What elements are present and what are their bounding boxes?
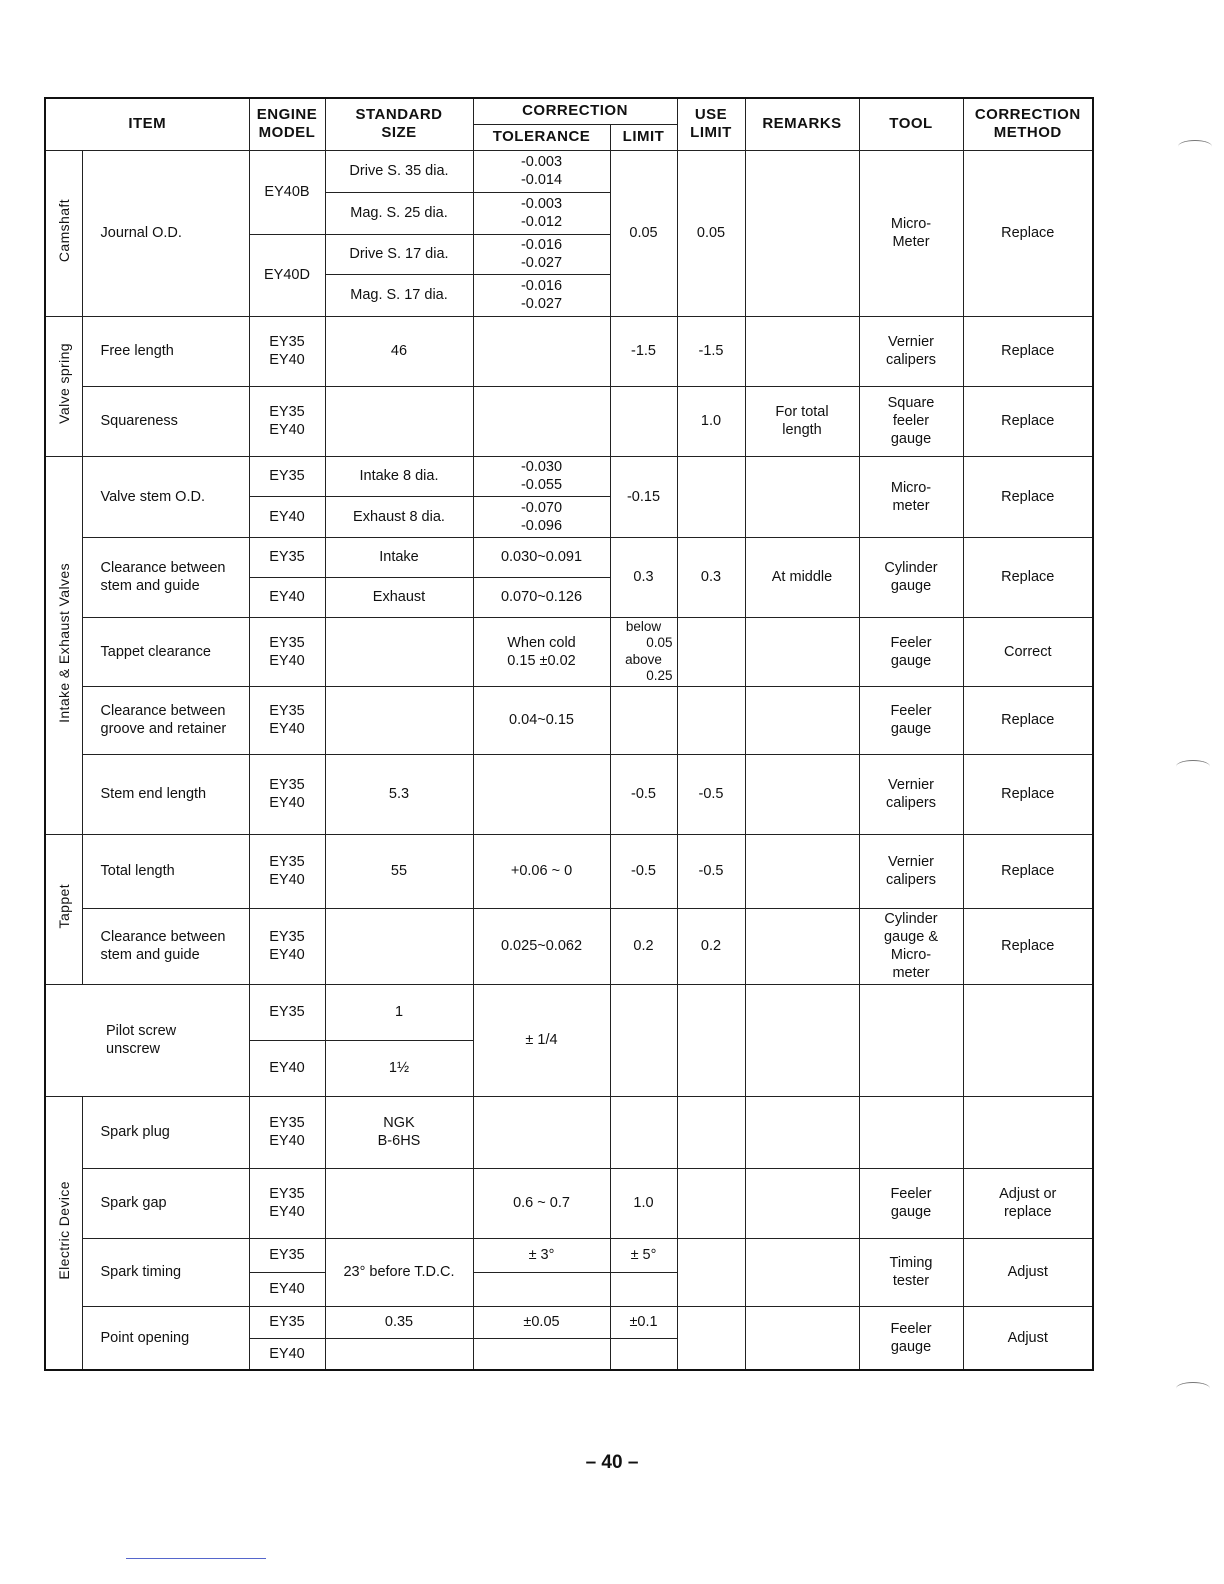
header-row — [45, 98, 1093, 124]
tolerance: -0.070 -0.096 — [473, 496, 610, 537]
table-row — [45, 537, 1093, 577]
tool: Vernier calipers — [859, 754, 963, 834]
standard-size: Intake 8 dia. — [325, 456, 473, 496]
tool — [859, 1096, 963, 1168]
remarks — [745, 686, 859, 754]
item-pilot-screw: Pilot screw unscrew — [45, 984, 249, 1096]
use-limit — [677, 1096, 745, 1168]
limit: 0.05 — [610, 150, 677, 316]
tool: Cylinder gauge & Micro- meter — [859, 908, 963, 984]
standard-size: 1 — [325, 984, 473, 1040]
item-clearance-groove-retainer: Clearance between groove and retainer — [82, 686, 249, 754]
correction-method: Replace — [963, 908, 1093, 984]
correction-method: Adjust — [963, 1306, 1093, 1370]
table-row — [45, 686, 1093, 754]
limit: ± 5° — [610, 1238, 677, 1272]
table-row — [45, 984, 1093, 1040]
limit: ±0.1 — [610, 1306, 677, 1338]
tool: Micro- meter — [859, 456, 963, 537]
table-row — [45, 386, 1093, 456]
limit: -0.5 — [610, 754, 677, 834]
engine-model: EY35 EY40 — [249, 686, 325, 754]
use-limit: -1.5 — [677, 316, 745, 386]
table-row — [45, 150, 1093, 192]
tolerance: -0.016 -0.027 — [473, 274, 610, 316]
tolerance: 0.070~0.126 — [473, 577, 610, 617]
standard-size — [325, 908, 473, 984]
item-squareness: Squareness — [82, 386, 249, 456]
tolerance — [473, 1096, 610, 1168]
item-spark-gap: Spark gap — [82, 1168, 249, 1238]
standard-size: Exhaust 8 dia. — [325, 496, 473, 537]
limit — [610, 686, 677, 754]
limit: -0.15 — [610, 456, 677, 537]
use-limit: -0.5 — [677, 834, 745, 908]
use-limit: 1.0 — [677, 386, 745, 456]
tolerance: 0.6 ~ 0.7 — [473, 1168, 610, 1238]
correction-method: Correct — [963, 617, 1093, 686]
engine-model: EY35 EY40 — [249, 908, 325, 984]
table-row — [45, 1238, 1093, 1272]
edge-mark — [1178, 140, 1212, 153]
use-limit: -0.5 — [677, 754, 745, 834]
standard-size — [325, 1338, 473, 1370]
tolerance: ± 3° — [473, 1238, 610, 1272]
tool: Vernier calipers — [859, 834, 963, 908]
correction-method: Replace — [963, 456, 1093, 537]
tool: Micro- Meter — [859, 150, 963, 316]
table-row — [45, 834, 1093, 908]
tolerance — [473, 1338, 610, 1370]
remarks — [745, 908, 859, 984]
tolerance: 0.030~0.091 — [473, 537, 610, 577]
limit — [610, 386, 677, 456]
item-spark-plug: Spark plug — [82, 1096, 249, 1168]
table-row — [45, 316, 1093, 386]
engine-model: EY35 — [249, 537, 325, 577]
engine-model: EY40 — [249, 1272, 325, 1306]
engine-model: EY40 — [249, 1338, 325, 1370]
engine-model: EY35 EY40 — [249, 1168, 325, 1238]
edge-mark — [1176, 1382, 1210, 1395]
header-remarks: REMARKS — [745, 98, 859, 150]
correction-method: Replace — [963, 150, 1093, 316]
group-label-camshaft: Camshaft — [45, 150, 82, 316]
group-label-valves: Intake & Exhaust Valves — [45, 456, 82, 834]
header-correction-method: CORRECTION METHOD — [963, 98, 1093, 150]
use-limit — [677, 1306, 745, 1370]
use-limit — [677, 984, 745, 1096]
tool: Feeler gauge — [859, 1168, 963, 1238]
tool: Feeler gauge — [859, 1306, 963, 1370]
remarks — [745, 316, 859, 386]
engine-model: EY40B — [249, 150, 325, 234]
engine-model: EY35 — [249, 984, 325, 1040]
limit — [610, 1272, 677, 1306]
use-limit — [677, 1238, 745, 1306]
correction-method: Replace — [963, 316, 1093, 386]
correction-method — [963, 984, 1093, 1096]
tolerance: When cold 0.15 ±0.02 — [473, 617, 610, 686]
correction-method: Replace — [963, 537, 1093, 617]
correction-method: Replace — [963, 686, 1093, 754]
item-tappet-clearance-stem-guide: Clearance between stem and guide — [82, 908, 249, 984]
item-clearance-stem-guide: Clearance between stem and guide — [82, 537, 249, 617]
header-standard-size: STANDARD SIZE — [325, 98, 473, 150]
engine-model: EY35 EY40 — [249, 386, 325, 456]
header-limit: LIMIT — [610, 124, 677, 150]
standard-size — [325, 1168, 473, 1238]
group-label-tappet: Tappet — [45, 834, 82, 984]
tolerance — [473, 754, 610, 834]
tool: Timing tester — [859, 1238, 963, 1306]
limit — [610, 1338, 677, 1370]
tolerance: -0.016 -0.027 — [473, 234, 610, 274]
remarks — [745, 1096, 859, 1168]
tolerance: ± 1/4 — [473, 984, 610, 1096]
remarks — [745, 1168, 859, 1238]
standard-size: Drive S. 35 dia. — [325, 150, 473, 192]
remarks — [745, 754, 859, 834]
correction-method — [963, 1096, 1093, 1168]
header-correction: CORRECTION — [473, 98, 677, 124]
use-limit — [677, 1168, 745, 1238]
table-row — [45, 1168, 1093, 1238]
tolerance: -0.003 -0.012 — [473, 192, 610, 234]
standard-size: 5.3 — [325, 754, 473, 834]
group-label-valve-spring: Valve spring — [45, 316, 82, 456]
standard-size: Mag. S. 25 dia. — [325, 192, 473, 234]
tolerance — [473, 316, 610, 386]
standard-size — [325, 686, 473, 754]
tool: Vernier calipers — [859, 316, 963, 386]
remarks: At middle — [745, 537, 859, 617]
remarks — [745, 617, 859, 686]
use-limit — [677, 686, 745, 754]
tool: Feeler gauge — [859, 617, 963, 686]
standard-size: Drive S. 17 dia. — [325, 234, 473, 274]
use-limit: 0.3 — [677, 537, 745, 617]
limit: 0.2 — [610, 908, 677, 984]
limit: below 0.05 above 0.25 — [610, 617, 677, 686]
correction-method: Adjust — [963, 1238, 1093, 1306]
remarks — [745, 834, 859, 908]
item-free-length: Free length — [82, 316, 249, 386]
limit: -0.5 — [610, 834, 677, 908]
standard-size: Intake — [325, 537, 473, 577]
remarks — [745, 984, 859, 1096]
engine-model: EY35 — [249, 456, 325, 496]
group-label-electric: Electric Device — [45, 1096, 82, 1370]
item-valve-stem-od: Valve stem O.D. — [82, 456, 249, 537]
engine-model: EY35 — [249, 1238, 325, 1272]
limit: -1.5 — [610, 316, 677, 386]
specification-table — [44, 97, 1094, 1371]
engine-model: EY40D — [249, 234, 325, 316]
use-limit — [677, 456, 745, 537]
tolerance: +0.06 ~ 0 — [473, 834, 610, 908]
tolerance: -0.003 -0.014 — [473, 150, 610, 192]
correction-method: Replace — [963, 834, 1093, 908]
engine-model: EY40 — [249, 1040, 325, 1096]
remarks — [745, 456, 859, 537]
header-item: ITEM — [45, 98, 249, 150]
use-limit — [677, 617, 745, 686]
standard-size: 1½ — [325, 1040, 473, 1096]
standard-size: Exhaust — [325, 577, 473, 617]
header-engine-model: ENGINE MODEL — [249, 98, 325, 150]
limit — [610, 1096, 677, 1168]
tolerance: -0.030 -0.055 — [473, 456, 610, 496]
engine-model: EY40 — [249, 496, 325, 537]
engine-model: EY35 EY40 — [249, 617, 325, 686]
standard-size — [325, 386, 473, 456]
table-row — [45, 1096, 1093, 1168]
standard-size — [325, 617, 473, 686]
standard-size: 23° before T.D.C. — [325, 1238, 473, 1306]
tolerance — [473, 386, 610, 456]
standard-size: Mag. S. 17 dia. — [325, 274, 473, 316]
correction-method: Replace — [963, 386, 1093, 456]
engine-model: EY35 EY40 — [249, 834, 325, 908]
tolerance: 0.025~0.062 — [473, 908, 610, 984]
remarks — [745, 1306, 859, 1370]
standard-size: 0.35 — [325, 1306, 473, 1338]
correction-method: Replace — [963, 754, 1093, 834]
correction-method: Adjust or replace — [963, 1168, 1093, 1238]
item-tappet-clearance: Tappet clearance — [82, 617, 249, 686]
table-row — [45, 617, 1093, 686]
tolerance: ±0.05 — [473, 1306, 610, 1338]
engine-model: EY35 EY40 — [249, 754, 325, 834]
page-number: – 40 – — [585, 1452, 639, 1473]
standard-size: 46 — [325, 316, 473, 386]
item-journal-od: Journal O.D. — [82, 150, 249, 316]
table-row — [45, 1306, 1093, 1338]
tool: Cylinder gauge — [859, 537, 963, 617]
use-limit: 0.2 — [677, 908, 745, 984]
use-limit: 0.05 — [677, 150, 745, 316]
tolerance — [473, 1272, 610, 1306]
table-row — [45, 754, 1093, 834]
standard-size: NGK B-6HS — [325, 1096, 473, 1168]
engine-model: EY40 — [249, 577, 325, 617]
table-row — [45, 908, 1093, 984]
item-stem-end-length: Stem end length — [82, 754, 249, 834]
remarks: For total length — [745, 386, 859, 456]
item-point-opening: Point opening — [82, 1306, 249, 1370]
item-spark-timing: Spark timing — [82, 1238, 249, 1306]
remarks — [745, 150, 859, 316]
tool — [859, 984, 963, 1096]
table-row — [45, 456, 1093, 496]
limit — [610, 984, 677, 1096]
header-use-limit: USE LIMIT — [677, 98, 745, 150]
header-tolerance: TOLERANCE — [473, 124, 610, 150]
tool: Square feeler gauge — [859, 386, 963, 456]
standard-size: 55 — [325, 834, 473, 908]
header-tool: TOOL — [859, 98, 963, 150]
item-total-length: Total length — [82, 834, 249, 908]
remarks — [745, 1238, 859, 1306]
edge-mark — [1176, 760, 1210, 773]
engine-model: EY35 EY40 — [249, 1096, 325, 1168]
limit: 0.3 — [610, 537, 677, 617]
engine-model: EY35 — [249, 1306, 325, 1338]
tolerance: 0.04~0.15 — [473, 686, 610, 754]
engine-model: EY35 EY40 — [249, 316, 325, 386]
bottom-rule — [126, 1558, 266, 1559]
tool: Feeler gauge — [859, 686, 963, 754]
limit: 1.0 — [610, 1168, 677, 1238]
